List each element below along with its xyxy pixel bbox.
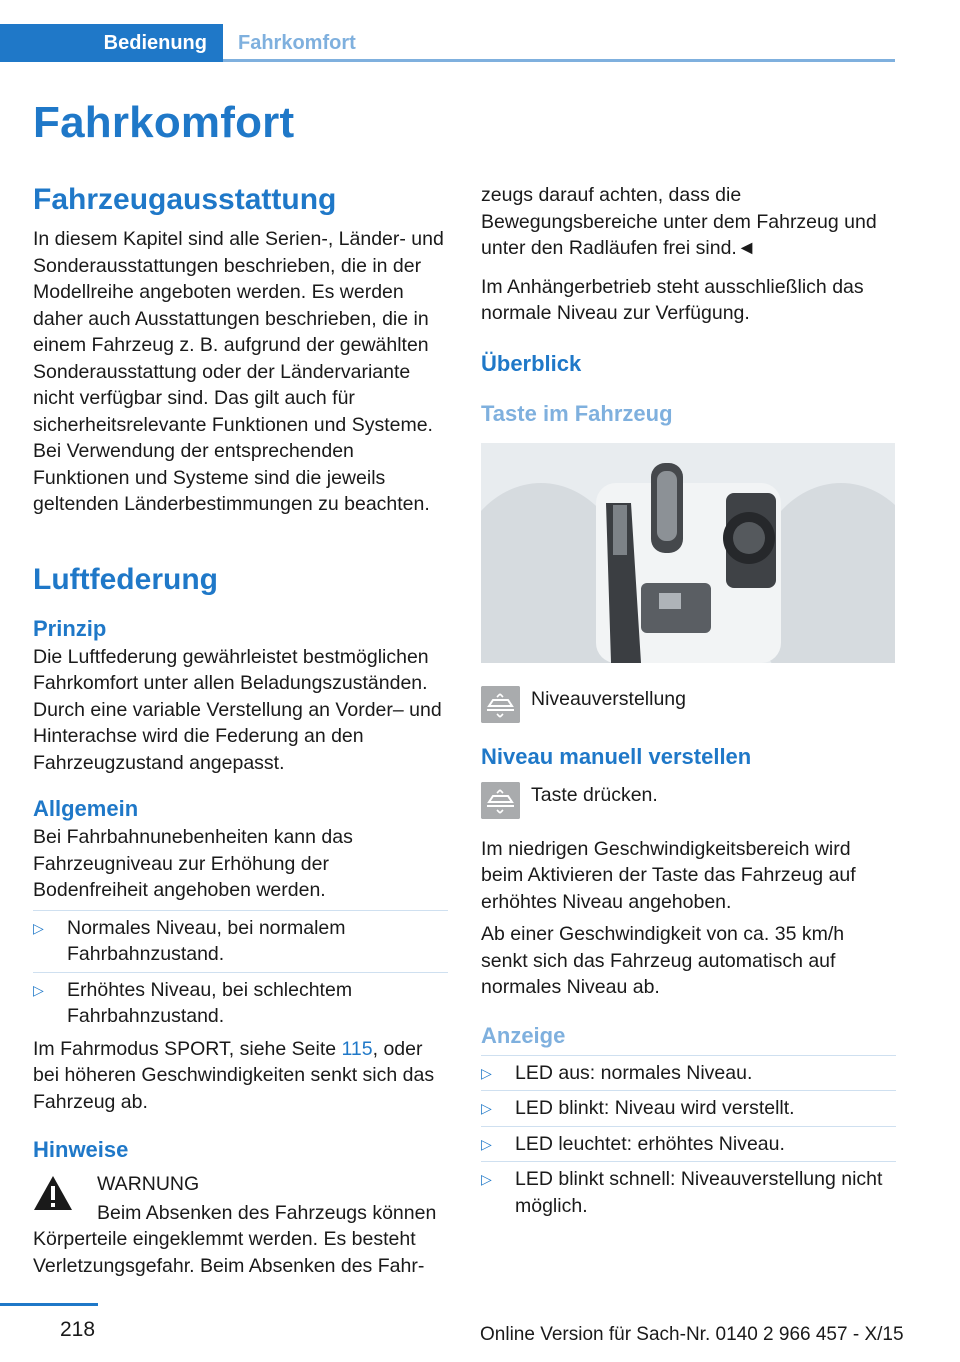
paragraph-allgemein: Bei Fahrbahnunebenheiten kann das Fahrzeugniveau zur Erhöhung der Bodenfreiheit angehoben werden. — [33, 826, 353, 901]
triangle-bullet-icon: ▷ — [481, 1135, 492, 1152]
tab-bedienung[interactable]: Bedienung — [0, 24, 223, 62]
heading-ueberblick: Überblick — [481, 350, 582, 376]
heading-anzeige: Anzeige — [481, 1022, 566, 1048]
footer-rule — [0, 1303, 98, 1306]
header-tabs — [0, 0, 895, 62]
heading-hinweise: Hinweise — [33, 1137, 129, 1162]
page-number: 218 — [60, 1318, 96, 1341]
page-link[interactable]: 115 — [341, 1037, 373, 1060]
heading-niveau-manuell: Niveau manuell verstellen — [481, 743, 752, 769]
warning-block — [33, 1171, 448, 1226]
niveau-button-icon — [481, 782, 520, 819]
triangle-bullet-icon: ▷ — [33, 981, 44, 998]
list-item: ▷ LED blinkt: Niveau wird verstellt. — [481, 1090, 896, 1122]
list-allgemein — [33, 910, 448, 1030]
warning-text-continued: zeugs darauf achten, dass die Bewegungsbereiche unter dem Fahrzeug und unter den Radläufen frei sind.◄ — [481, 184, 877, 259]
triangle-bullet-icon: ▷ — [481, 1100, 492, 1116]
heading-luftfederung: Luftfederung — [33, 562, 218, 596]
paragraph-ausstattung: In diesem Kapitel sind alle Serien-, Länder- und Sonderausstattungen beschrieben, die in der Modellreihe angeboten werden. Es werden daher auch Ausstattungen beschrieben, die in einem Fahrzeug z. B. aufgrund der gewählten Sonderausstattung oder der Ländervariante nicht verfügbar sind. Das gilt auch für sicherheitsrelevante Funktionen und Systeme. Bei Verwendung der entsprechenden Funktionen und Systeme sind die jeweils geltenden Länderbestimmungen zu beachten. — [33, 228, 444, 515]
triangle-bullet-icon: ▷ — [481, 1064, 492, 1081]
list-item: ▷ Normales Niveau, bei normalem Fahrbahnzustand. — [33, 910, 448, 968]
list-anzeige — [481, 1055, 896, 1220]
paragraph-taste-druecken: Taste drücken. — [531, 783, 658, 806]
icon-row-taste — [481, 782, 896, 824]
page-title: Fahrkomfort — [33, 98, 295, 147]
heading-prinzip: Prinzip — [33, 615, 107, 641]
warning-text-start: Beim Absenken des Fahrzeugs können — [97, 1201, 437, 1224]
tab-fahrkomfort[interactable]: Fahrkomfort — [238, 31, 356, 54]
icon-row-niveau — [481, 686, 896, 728]
list-item: ▷ LED leuchtet: erhöhtes Niveau. — [481, 1126, 896, 1158]
triangle-bullet-icon: ▷ — [33, 919, 44, 936]
heading-fahrzeugausstattung: Fahrzeugausstattung — [33, 183, 337, 216]
list-item: ▷ Erhöhtes Niveau, bei schlechtem Fahrbahnzustand. — [33, 972, 448, 1030]
list-item: ▷ LED aus: normales Niveau. — [481, 1055, 896, 1087]
warning-text: Körperteile eingeklemmt werden. Es besteht Verletzungsgefahr. Beim Absenken des Fahr- — [33, 1228, 425, 1277]
paragraph-niedrig: Im niedrigen Geschwindigkeitsbereich wird beim Aktivieren der Taste das Fahrzeug auf erhöhtes Niveau angehoben. — [481, 837, 856, 913]
footer-note: Online Version für Sach-Nr. 0140 2 966 457 - X/15 — [480, 1324, 904, 1345]
paragraph-geschwindigkeit: Ab einer Geschwindigkeit von ca. 35 km/h senkt sich das Fahrzeug automatisch auf normales Niveau ab. — [481, 923, 845, 998]
left-column — [33, 180, 448, 1279]
paragraph-prinzip: Die Luftfederung gewährleistet bestmöglichen Fahrkomfort unter allen Beladungszuständen. Durch eine variable Verstellung an Vorder– und Hinterachse wird die Federung an den Fahrzeugzustand angepasst. — [33, 645, 442, 774]
warning-triangle-icon — [33, 1175, 73, 1211]
right-column — [481, 182, 896, 1219]
paragraph-sport: Im Fahrmodus SPORT, siehe Seite 115, oder bei höheren Geschwindigkeiten senkt sich das Fahrzeug ab. — [33, 1037, 435, 1113]
center-console-photo — [481, 443, 895, 663]
list-item: ▷ LED blinkt schnell: Niveauverstellung nicht möglich. — [481, 1161, 896, 1219]
triangle-bullet-icon: ▷ — [481, 1171, 492, 1187]
icon-label-niveauverstellung: Niveauverstellung — [531, 687, 687, 710]
heading-allgemein: Allgemein — [33, 796, 139, 821]
niveau-button-icon — [481, 686, 520, 723]
warning-label: WARNUNG — [97, 1173, 200, 1195]
heading-taste-im-fahrzeug: Taste im Fahrzeug — [481, 400, 673, 426]
paragraph-anhaenger: Im Anhängerbetrieb steht ausschließlich das normale Niveau zur Verfügung. — [481, 275, 864, 324]
